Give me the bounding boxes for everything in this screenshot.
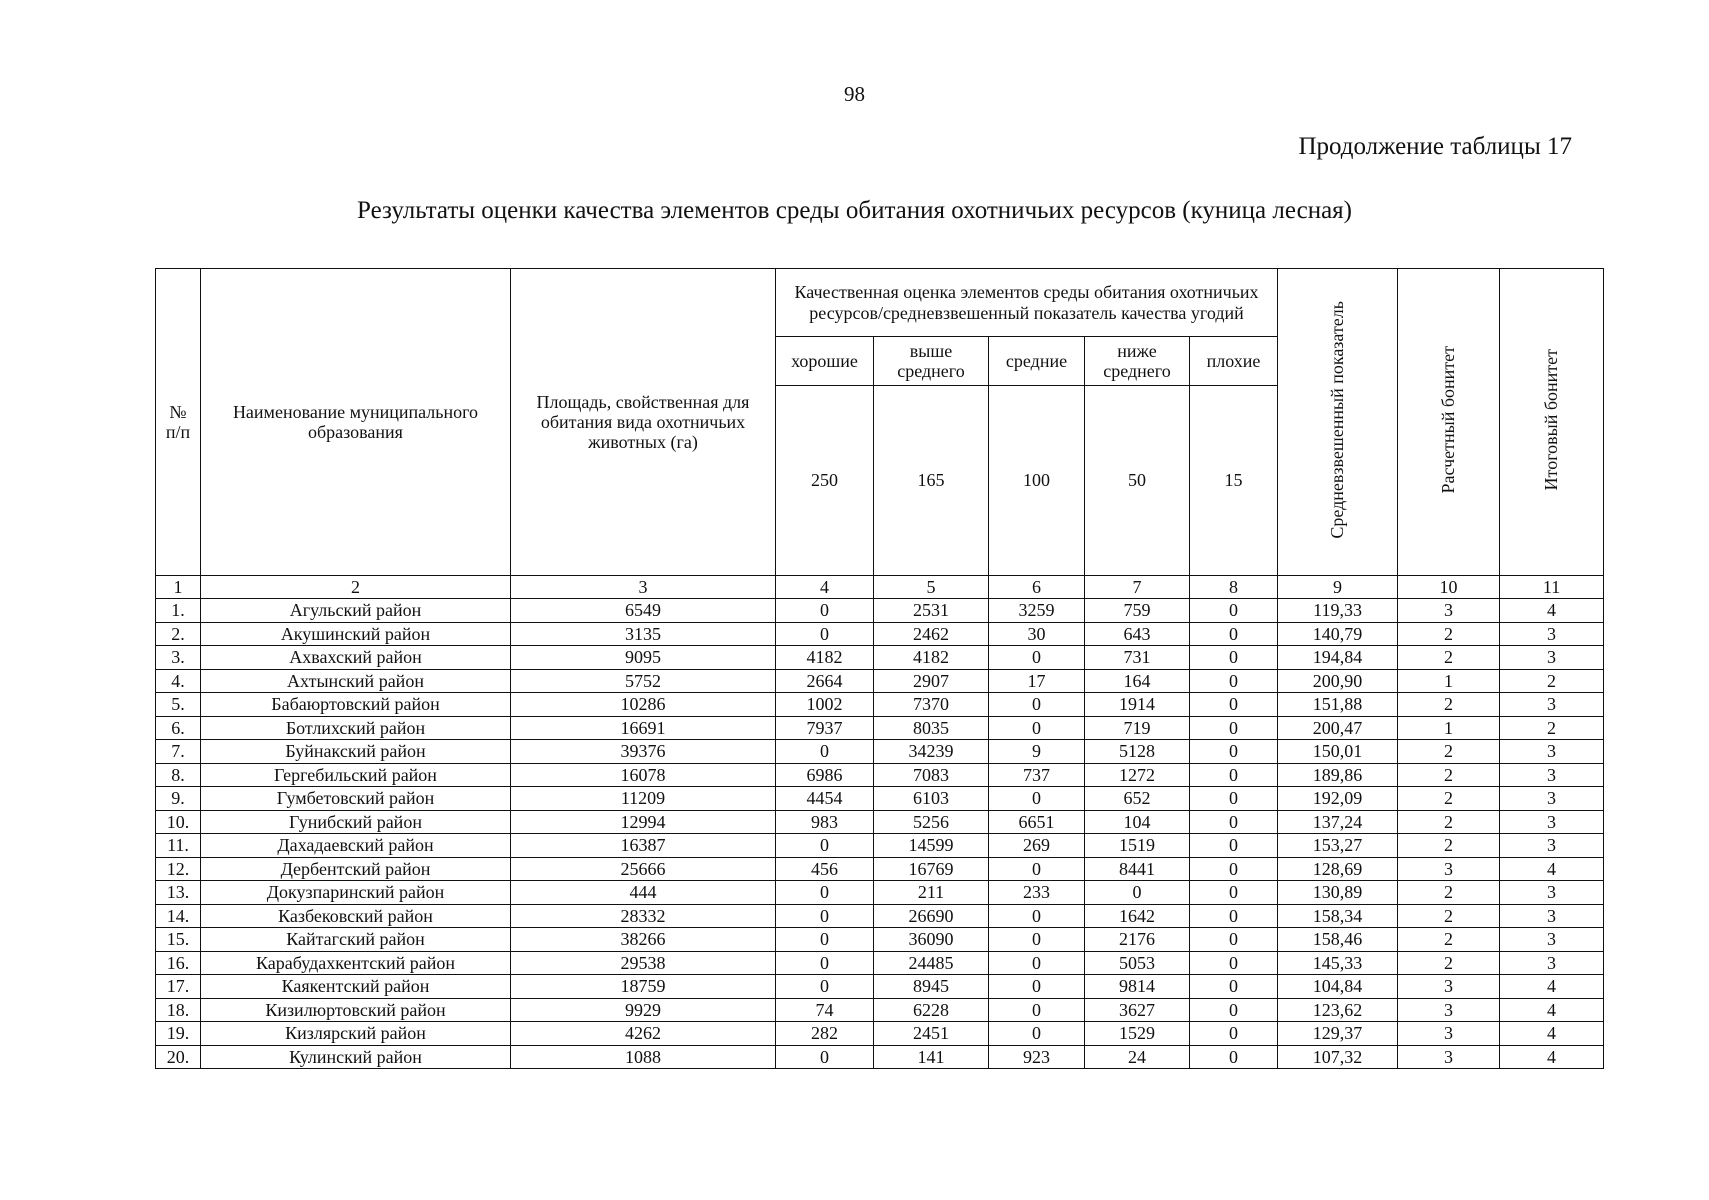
poor-area: 0 <box>1190 904 1278 928</box>
habitat-area: 18759 <box>511 975 776 999</box>
table-row <box>156 998 1604 1022</box>
habitat-area: 29538 <box>511 951 776 975</box>
table-row <box>156 622 1604 646</box>
above-average-area: 24485 <box>874 951 989 975</box>
table-row <box>156 716 1604 740</box>
final-bonitet: 3 <box>1500 951 1604 975</box>
good-area: 4454 <box>776 787 874 811</box>
column-number: 7 <box>1085 576 1190 599</box>
municipality-name: Казбековский район <box>201 904 511 928</box>
municipality-name: Докузпаринский район <box>201 881 511 905</box>
municipality-name: Дахадаевский район <box>201 834 511 858</box>
municipality-name: Каякентский район <box>201 975 511 999</box>
quality-assessment-table <box>155 268 1604 1069</box>
municipality-name: Кизлярский район <box>201 1022 511 1046</box>
row-number: 17. <box>156 975 201 999</box>
municipality-name: Акушинский район <box>201 622 511 646</box>
row-number: 16. <box>156 951 201 975</box>
average-area: 0 <box>989 857 1085 881</box>
good-area: 1002 <box>776 693 874 717</box>
below-average-area: 1642 <box>1085 904 1190 928</box>
header-weight-average: 100 <box>989 386 1085 576</box>
average-area: 9 <box>989 740 1085 764</box>
poor-area: 0 <box>1190 716 1278 740</box>
poor-area: 0 <box>1190 810 1278 834</box>
calc-bonitet: 3 <box>1398 1022 1500 1046</box>
weighted-average: 123,62 <box>1278 998 1398 1022</box>
header-num: № п/п <box>156 269 201 576</box>
header-quality-group: Качественная оценка элементов среды обитания охотничьих ресурсов/средневзвешенный показатель качества угодий <box>776 269 1278 337</box>
calc-bonitet: 2 <box>1398 881 1500 905</box>
good-area: 74 <box>776 998 874 1022</box>
habitat-area: 16078 <box>511 763 776 787</box>
above-average-area: 4182 <box>874 646 989 670</box>
municipality-name: Ботлихский район <box>201 716 511 740</box>
below-average-area: 24 <box>1085 1045 1190 1069</box>
habitat-area: 1088 <box>511 1045 776 1069</box>
poor-area: 0 <box>1190 763 1278 787</box>
below-average-area: 5128 <box>1085 740 1190 764</box>
municipality-name: Кизилюртовский район <box>201 998 511 1022</box>
good-area: 0 <box>776 951 874 975</box>
habitat-area: 25666 <box>511 857 776 881</box>
average-area: 3259 <box>989 599 1085 623</box>
header-category-poor: плохие <box>1190 337 1278 386</box>
good-area: 0 <box>776 975 874 999</box>
table-row <box>156 787 1604 811</box>
municipality-name: Кулинский район <box>201 1045 511 1069</box>
calc-bonitet: 2 <box>1398 740 1500 764</box>
table-body <box>156 576 1604 1069</box>
good-area: 0 <box>776 928 874 952</box>
row-number: 10. <box>156 810 201 834</box>
calc-bonitet: 2 <box>1398 693 1500 717</box>
poor-area: 0 <box>1190 857 1278 881</box>
municipality-name: Буйнакский район <box>201 740 511 764</box>
below-average-area: 8441 <box>1085 857 1190 881</box>
calc-bonitet: 3 <box>1398 998 1500 1022</box>
column-number: 4 <box>776 576 874 599</box>
column-number: 2 <box>201 576 511 599</box>
average-area: 0 <box>989 904 1085 928</box>
poor-area: 0 <box>1190 928 1278 952</box>
weighted-average: 194,84 <box>1278 646 1398 670</box>
good-area: 7937 <box>776 716 874 740</box>
header-weighted-average: Средневзвешенный показатель <box>1278 269 1398 576</box>
habitat-area: 11209 <box>511 787 776 811</box>
weighted-average: 158,46 <box>1278 928 1398 952</box>
header-weight-below-average: 50 <box>1085 386 1190 576</box>
below-average-area: 652 <box>1085 787 1190 811</box>
calc-bonitet: 2 <box>1398 834 1500 858</box>
calc-bonitet: 2 <box>1398 928 1500 952</box>
column-number-row <box>156 576 1604 599</box>
final-bonitet: 4 <box>1500 599 1604 623</box>
final-bonitet: 4 <box>1500 1045 1604 1069</box>
column-number: 1 <box>156 576 201 599</box>
above-average-area: 34239 <box>874 740 989 764</box>
above-average-area: 6103 <box>874 787 989 811</box>
final-bonitet: 3 <box>1500 810 1604 834</box>
habitat-area: 16691 <box>511 716 776 740</box>
habitat-area: 12994 <box>511 810 776 834</box>
calc-bonitet: 2 <box>1398 787 1500 811</box>
weighted-average: 150,01 <box>1278 740 1398 764</box>
good-area: 0 <box>776 834 874 858</box>
calc-bonitet: 2 <box>1398 646 1500 670</box>
table-row <box>156 881 1604 905</box>
below-average-area: 5053 <box>1085 951 1190 975</box>
page-number: 98 <box>844 82 865 106</box>
poor-area: 0 <box>1190 975 1278 999</box>
good-area: 0 <box>776 740 874 764</box>
habitat-area: 9929 <box>511 998 776 1022</box>
above-average-area: 8945 <box>874 975 989 999</box>
poor-area: 0 <box>1190 693 1278 717</box>
average-area: 233 <box>989 881 1085 905</box>
calc-bonitet: 2 <box>1398 622 1500 646</box>
table-row <box>156 669 1604 693</box>
weighted-average: 140,79 <box>1278 622 1398 646</box>
average-area: 0 <box>989 928 1085 952</box>
row-number: 3. <box>156 646 201 670</box>
habitat-area: 4262 <box>511 1022 776 1046</box>
column-number: 11 <box>1500 576 1604 599</box>
table-header <box>156 269 1604 576</box>
habitat-area: 39376 <box>511 740 776 764</box>
row-number: 5. <box>156 693 201 717</box>
weighted-average: 189,86 <box>1278 763 1398 787</box>
municipality-name: Бабаюртовский район <box>201 693 511 717</box>
good-area: 282 <box>776 1022 874 1046</box>
calc-bonitet: 1 <box>1398 716 1500 740</box>
row-number: 11. <box>156 834 201 858</box>
table-row <box>156 763 1604 787</box>
row-number: 18. <box>156 998 201 1022</box>
poor-area: 0 <box>1190 669 1278 693</box>
habitat-area: 444 <box>511 881 776 905</box>
average-area: 0 <box>989 975 1085 999</box>
header-category-good: хорошие <box>776 337 874 386</box>
poor-area: 0 <box>1190 787 1278 811</box>
habitat-area: 38266 <box>511 928 776 952</box>
above-average-area: 2531 <box>874 599 989 623</box>
table-row <box>156 740 1604 764</box>
average-area: 17 <box>989 669 1085 693</box>
above-average-area: 26690 <box>874 904 989 928</box>
row-number: 7. <box>156 740 201 764</box>
above-average-area: 5256 <box>874 810 989 834</box>
header-weight-above-average: 165 <box>874 386 989 576</box>
weighted-average: 137,24 <box>1278 810 1398 834</box>
average-area: 737 <box>989 763 1085 787</box>
weighted-average: 129,37 <box>1278 1022 1398 1046</box>
row-number: 19. <box>156 1022 201 1046</box>
above-average-area: 16769 <box>874 857 989 881</box>
calc-bonitet: 3 <box>1398 599 1500 623</box>
row-number: 14. <box>156 904 201 928</box>
good-area: 0 <box>776 599 874 623</box>
weighted-average: 107,32 <box>1278 1045 1398 1069</box>
weighted-average: 119,33 <box>1278 599 1398 623</box>
weighted-average: 200,47 <box>1278 716 1398 740</box>
calc-bonitet: 3 <box>1398 1045 1500 1069</box>
average-area: 0 <box>989 646 1085 670</box>
column-number: 6 <box>989 576 1085 599</box>
good-area: 0 <box>776 881 874 905</box>
calc-bonitet: 2 <box>1398 951 1500 975</box>
row-number: 1. <box>156 599 201 623</box>
row-number: 4. <box>156 669 201 693</box>
habitat-area: 10286 <box>511 693 776 717</box>
header-weight-poor: 15 <box>1190 386 1278 576</box>
table-row <box>156 1045 1604 1069</box>
row-number: 6. <box>156 716 201 740</box>
final-bonitet: 3 <box>1500 904 1604 928</box>
weighted-average: 128,69 <box>1278 857 1398 881</box>
below-average-area: 719 <box>1085 716 1190 740</box>
table-row <box>156 834 1604 858</box>
header-category-average: средние <box>989 337 1085 386</box>
good-area: 983 <box>776 810 874 834</box>
calc-bonitet: 3 <box>1398 857 1500 881</box>
calc-bonitet: 2 <box>1398 904 1500 928</box>
poor-area: 0 <box>1190 646 1278 670</box>
row-number: 20. <box>156 1045 201 1069</box>
final-bonitet: 3 <box>1500 622 1604 646</box>
calc-bonitet: 3 <box>1398 975 1500 999</box>
final-bonitet: 3 <box>1500 646 1604 670</box>
average-area: 6651 <box>989 810 1085 834</box>
poor-area: 0 <box>1190 881 1278 905</box>
column-number: 5 <box>874 576 989 599</box>
habitat-area: 16387 <box>511 834 776 858</box>
header-area: Площадь, свойственная для обитания вида охотничьих животных (га) <box>511 269 776 576</box>
table-row <box>156 810 1604 834</box>
above-average-area: 6228 <box>874 998 989 1022</box>
weighted-average: 192,09 <box>1278 787 1398 811</box>
table-row <box>156 951 1604 975</box>
table-row <box>156 599 1604 623</box>
row-number: 9. <box>156 787 201 811</box>
poor-area: 0 <box>1190 622 1278 646</box>
table-row <box>156 928 1604 952</box>
poor-area: 0 <box>1190 998 1278 1022</box>
weighted-average: 200,90 <box>1278 669 1398 693</box>
below-average-area: 1914 <box>1085 693 1190 717</box>
calc-bonitet: 2 <box>1398 810 1500 834</box>
poor-area: 0 <box>1190 1022 1278 1046</box>
row-number: 13. <box>156 881 201 905</box>
above-average-area: 2462 <box>874 622 989 646</box>
below-average-area: 1272 <box>1085 763 1190 787</box>
final-bonitet: 4 <box>1500 975 1604 999</box>
below-average-area: 0 <box>1085 881 1190 905</box>
habitat-area: 3135 <box>511 622 776 646</box>
municipality-name: Гергебильский район <box>201 763 511 787</box>
below-average-area: 9814 <box>1085 975 1190 999</box>
municipality-name: Ахтынский район <box>201 669 511 693</box>
header-final-bonitet: Итоговый бонитет <box>1500 269 1604 576</box>
final-bonitet: 2 <box>1500 716 1604 740</box>
good-area: 6986 <box>776 763 874 787</box>
above-average-area: 7083 <box>874 763 989 787</box>
table-row <box>156 1022 1604 1046</box>
municipality-name: Гумбетовский район <box>201 787 511 811</box>
average-area: 0 <box>989 787 1085 811</box>
row-number: 8. <box>156 763 201 787</box>
average-area: 0 <box>989 1022 1085 1046</box>
header-category-below-average: ниже среднего <box>1085 337 1190 386</box>
row-number: 15. <box>156 928 201 952</box>
good-area: 2664 <box>776 669 874 693</box>
above-average-area: 2451 <box>874 1022 989 1046</box>
weighted-average: 145,33 <box>1278 951 1398 975</box>
column-number: 10 <box>1398 576 1500 599</box>
below-average-area: 759 <box>1085 599 1190 623</box>
poor-area: 0 <box>1190 740 1278 764</box>
weighted-average: 158,34 <box>1278 904 1398 928</box>
average-area: 269 <box>989 834 1085 858</box>
habitat-area: 28332 <box>511 904 776 928</box>
final-bonitet: 3 <box>1500 740 1604 764</box>
poor-area: 0 <box>1190 834 1278 858</box>
above-average-area: 14599 <box>874 834 989 858</box>
municipality-name: Ахвахский район <box>201 646 511 670</box>
calc-bonitet: 1 <box>1398 669 1500 693</box>
document-title: Результаты оценки качества элементов среды обитания охотничьих ресурсов (куница лесная) <box>357 197 1352 224</box>
header-category-above-average: выше среднего <box>874 337 989 386</box>
good-area: 456 <box>776 857 874 881</box>
continuation-label: Продолжение таблицы 17 <box>1298 133 1572 160</box>
above-average-area: 2907 <box>874 669 989 693</box>
below-average-area: 1529 <box>1085 1022 1190 1046</box>
final-bonitet: 4 <box>1500 1022 1604 1046</box>
average-area: 0 <box>989 951 1085 975</box>
table-row <box>156 857 1604 881</box>
habitat-area: 6549 <box>511 599 776 623</box>
column-number: 8 <box>1190 576 1278 599</box>
habitat-area: 5752 <box>511 669 776 693</box>
final-bonitet: 4 <box>1500 998 1604 1022</box>
table-row <box>156 904 1604 928</box>
final-bonitet: 3 <box>1500 928 1604 952</box>
header-weight-good: 250 <box>776 386 874 576</box>
municipality-name: Дербентский район <box>201 857 511 881</box>
final-bonitet: 3 <box>1500 881 1604 905</box>
municipality-name: Агульский район <box>201 599 511 623</box>
good-area: 0 <box>776 622 874 646</box>
header-municipality: Наименование муниципального образования <box>201 269 511 576</box>
above-average-area: 211 <box>874 881 989 905</box>
final-bonitet: 4 <box>1500 857 1604 881</box>
above-average-area: 8035 <box>874 716 989 740</box>
good-area: 4182 <box>776 646 874 670</box>
below-average-area: 1519 <box>1085 834 1190 858</box>
above-average-area: 36090 <box>874 928 989 952</box>
below-average-area: 164 <box>1085 669 1190 693</box>
average-area: 30 <box>989 622 1085 646</box>
above-average-area: 7370 <box>874 693 989 717</box>
average-area: 0 <box>989 716 1085 740</box>
table-row <box>156 693 1604 717</box>
final-bonitet: 3 <box>1500 834 1604 858</box>
above-average-area: 141 <box>874 1045 989 1069</box>
row-number: 2. <box>156 622 201 646</box>
weighted-average: 153,27 <box>1278 834 1398 858</box>
final-bonitet: 3 <box>1500 693 1604 717</box>
habitat-area: 9095 <box>511 646 776 670</box>
average-area: 0 <box>989 693 1085 717</box>
row-number: 12. <box>156 857 201 881</box>
final-bonitet: 2 <box>1500 669 1604 693</box>
poor-area: 0 <box>1190 951 1278 975</box>
below-average-area: 3627 <box>1085 998 1190 1022</box>
column-number: 9 <box>1278 576 1398 599</box>
average-area: 923 <box>989 1045 1085 1069</box>
poor-area: 0 <box>1190 599 1278 623</box>
average-area: 0 <box>989 998 1085 1022</box>
header-calc-bonitet: Расчетный бонитет <box>1398 269 1500 576</box>
good-area: 0 <box>776 1045 874 1069</box>
good-area: 0 <box>776 904 874 928</box>
below-average-area: 731 <box>1085 646 1190 670</box>
poor-area: 0 <box>1190 1045 1278 1069</box>
table-row <box>156 646 1604 670</box>
municipality-name: Гунибский район <box>201 810 511 834</box>
calc-bonitet: 2 <box>1398 763 1500 787</box>
final-bonitet: 3 <box>1500 763 1604 787</box>
municipality-name: Карабудахкентский район <box>201 951 511 975</box>
final-bonitet: 3 <box>1500 787 1604 811</box>
weighted-average: 104,84 <box>1278 975 1398 999</box>
table-row <box>156 975 1604 999</box>
below-average-area: 2176 <box>1085 928 1190 952</box>
below-average-area: 104 <box>1085 810 1190 834</box>
column-number: 3 <box>511 576 776 599</box>
below-average-area: 643 <box>1085 622 1190 646</box>
weighted-average: 151,88 <box>1278 693 1398 717</box>
municipality-name: Кайтагский район <box>201 928 511 952</box>
weighted-average: 130,89 <box>1278 881 1398 905</box>
